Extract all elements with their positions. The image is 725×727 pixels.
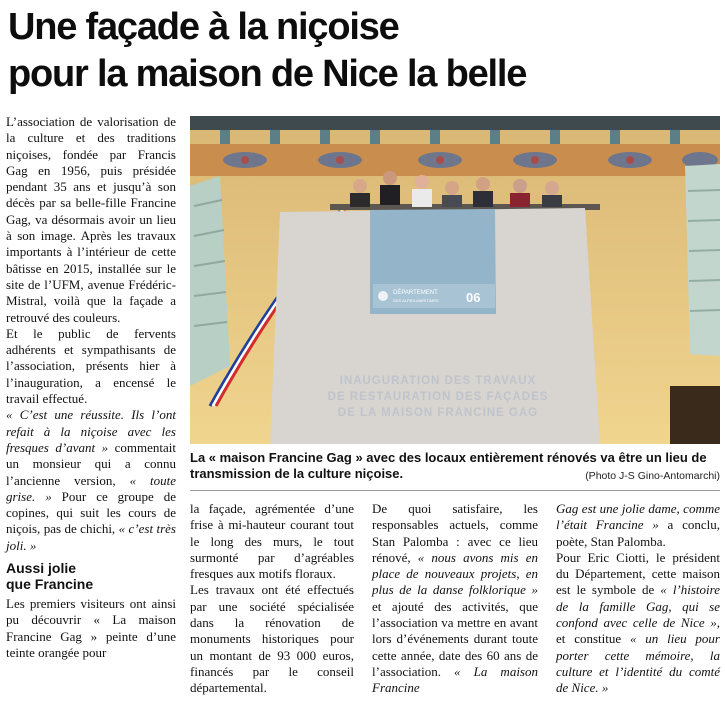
banner-logo-number: 06 <box>466 290 481 305</box>
quote: « l’histoire de la famille Gag, qui se confond avec celle de Nice » <box>556 582 720 631</box>
quote: « toute grise. » <box>6 472 177 504</box>
headline <box>8 4 723 98</box>
article-column-3 <box>372 501 538 697</box>
article-paragraph-2: Et le public de fervents adhérents et sympathisants de l’association, présents hier à l’inauguration, a encensé le travail effectué. <box>6 325 176 407</box>
text: commentait un monsieur qui a connu l’ancienne version, <box>6 439 176 488</box>
banner-logo-text: DÉPARTEMENT <box>393 290 438 296</box>
text: a conclu, poète, Stan Palomba. <box>556 517 720 549</box>
banner-text-line3: DE LA MAISON FRANCINE GAG <box>337 407 539 419</box>
headline-line2: pour la maison de Nice la belle <box>8 53 527 95</box>
quote: « C’est une réussite. Ils l’ont refait à la niçoise avec les fresques d’avant » <box>6 407 176 455</box>
article-paragraph-6: Les travaux ont été effectués par une société spécialisée dans la rénovation de monuments historiques pour un montant de 93 000 euros, financés par le conseil départemental. <box>190 582 354 696</box>
article-paragraph-5: la façade, agrémentée d’une frise à mi-hauteur courant tout le long des murs, le tout surmonté par d’agréables fresques aux motifs floraux. <box>190 501 354 582</box>
article-paragraph-1: L’association de valorisation de la culture et des traditions niçoises, fondée par Francis Gag en 1956, puis présidée pendant 35 ans et jusqu’à son décès par sa belle-fille Francine Gag, va désormais avoir un lieu à son image. Après les travaux importants à l’intérieur de cette bâtisse en 2015, installée sur le site de l’UFM, avenue Frédéric-Mistral, voilà que la façade a retrouvé des couleurs. <box>6 114 176 325</box>
banner-text-line2: DE RESTAURATION DES FAÇADES <box>327 391 549 403</box>
quote: « un lieu pour porter cette mémoire, la culture et l’identité du comté de Nice. » <box>556 631 720 696</box>
text: De quoi satisfaire, les responsables actuels, comme Stan Palomba : avec ce lieu rénové, <box>372 501 538 565</box>
text: et ajouté des activités, que l’association va mettre en avant lors d’événements durant toute cette année, date des 60 ans de l’association. <box>372 598 538 679</box>
article-column-1 <box>6 114 176 661</box>
photo-caption: La « maison Francine Gag » avec des locaux entièrement rénovés va être un lieu de transmission de la culture niçoise. <box>190 450 707 481</box>
quote: Gag est une jolie dame, comme l’était Francine » <box>556 501 720 533</box>
article-paragraph-7 <box>372 501 538 697</box>
photo-credit: (Photo J-S Gino-Antomarchi) <box>585 470 720 482</box>
banner-logo-subtext: DES ALPES-MARITIMES <box>393 298 439 303</box>
article-column-2 <box>190 501 354 697</box>
article-photo <box>190 116 720 444</box>
quote: « c’est très joli. » <box>6 521 176 553</box>
headline-line1: Une façade à la niçoise <box>8 6 399 48</box>
article-paragraph-4: Les premiers visiteurs ont ainsi pu découvrir « La maison Francine Gag » peinte d’une teinte orangée pour <box>6 596 176 660</box>
subhead-line1: Aussi jolie <box>6 560 77 577</box>
subhead-line2: que Francine <box>6 576 94 593</box>
quote: « La maison Francine <box>372 663 538 696</box>
text: , et constitue <box>556 615 720 647</box>
caption-divider <box>190 490 720 491</box>
quote: « nous avons mis en place de nouveaux projets, en plus de la danse folklorique » <box>372 549 539 598</box>
article-paragraph-3 <box>6 407 176 554</box>
photo-illustration <box>190 116 720 444</box>
subheading <box>6 560 176 592</box>
article-column-4 <box>556 501 720 697</box>
article-paragraph-9 <box>556 550 720 697</box>
article-paragraph-8 <box>556 501 720 550</box>
text: Pour ce groupe de copines, qui suit les cours de niçois, pas de chichi, <box>6 488 177 537</box>
banner-text-line1: INAUGURATION DES TRAVAUX <box>339 375 537 387</box>
text: Pour Eric Ciotti, le président du Département, cette maison est le symbole de <box>556 549 720 598</box>
